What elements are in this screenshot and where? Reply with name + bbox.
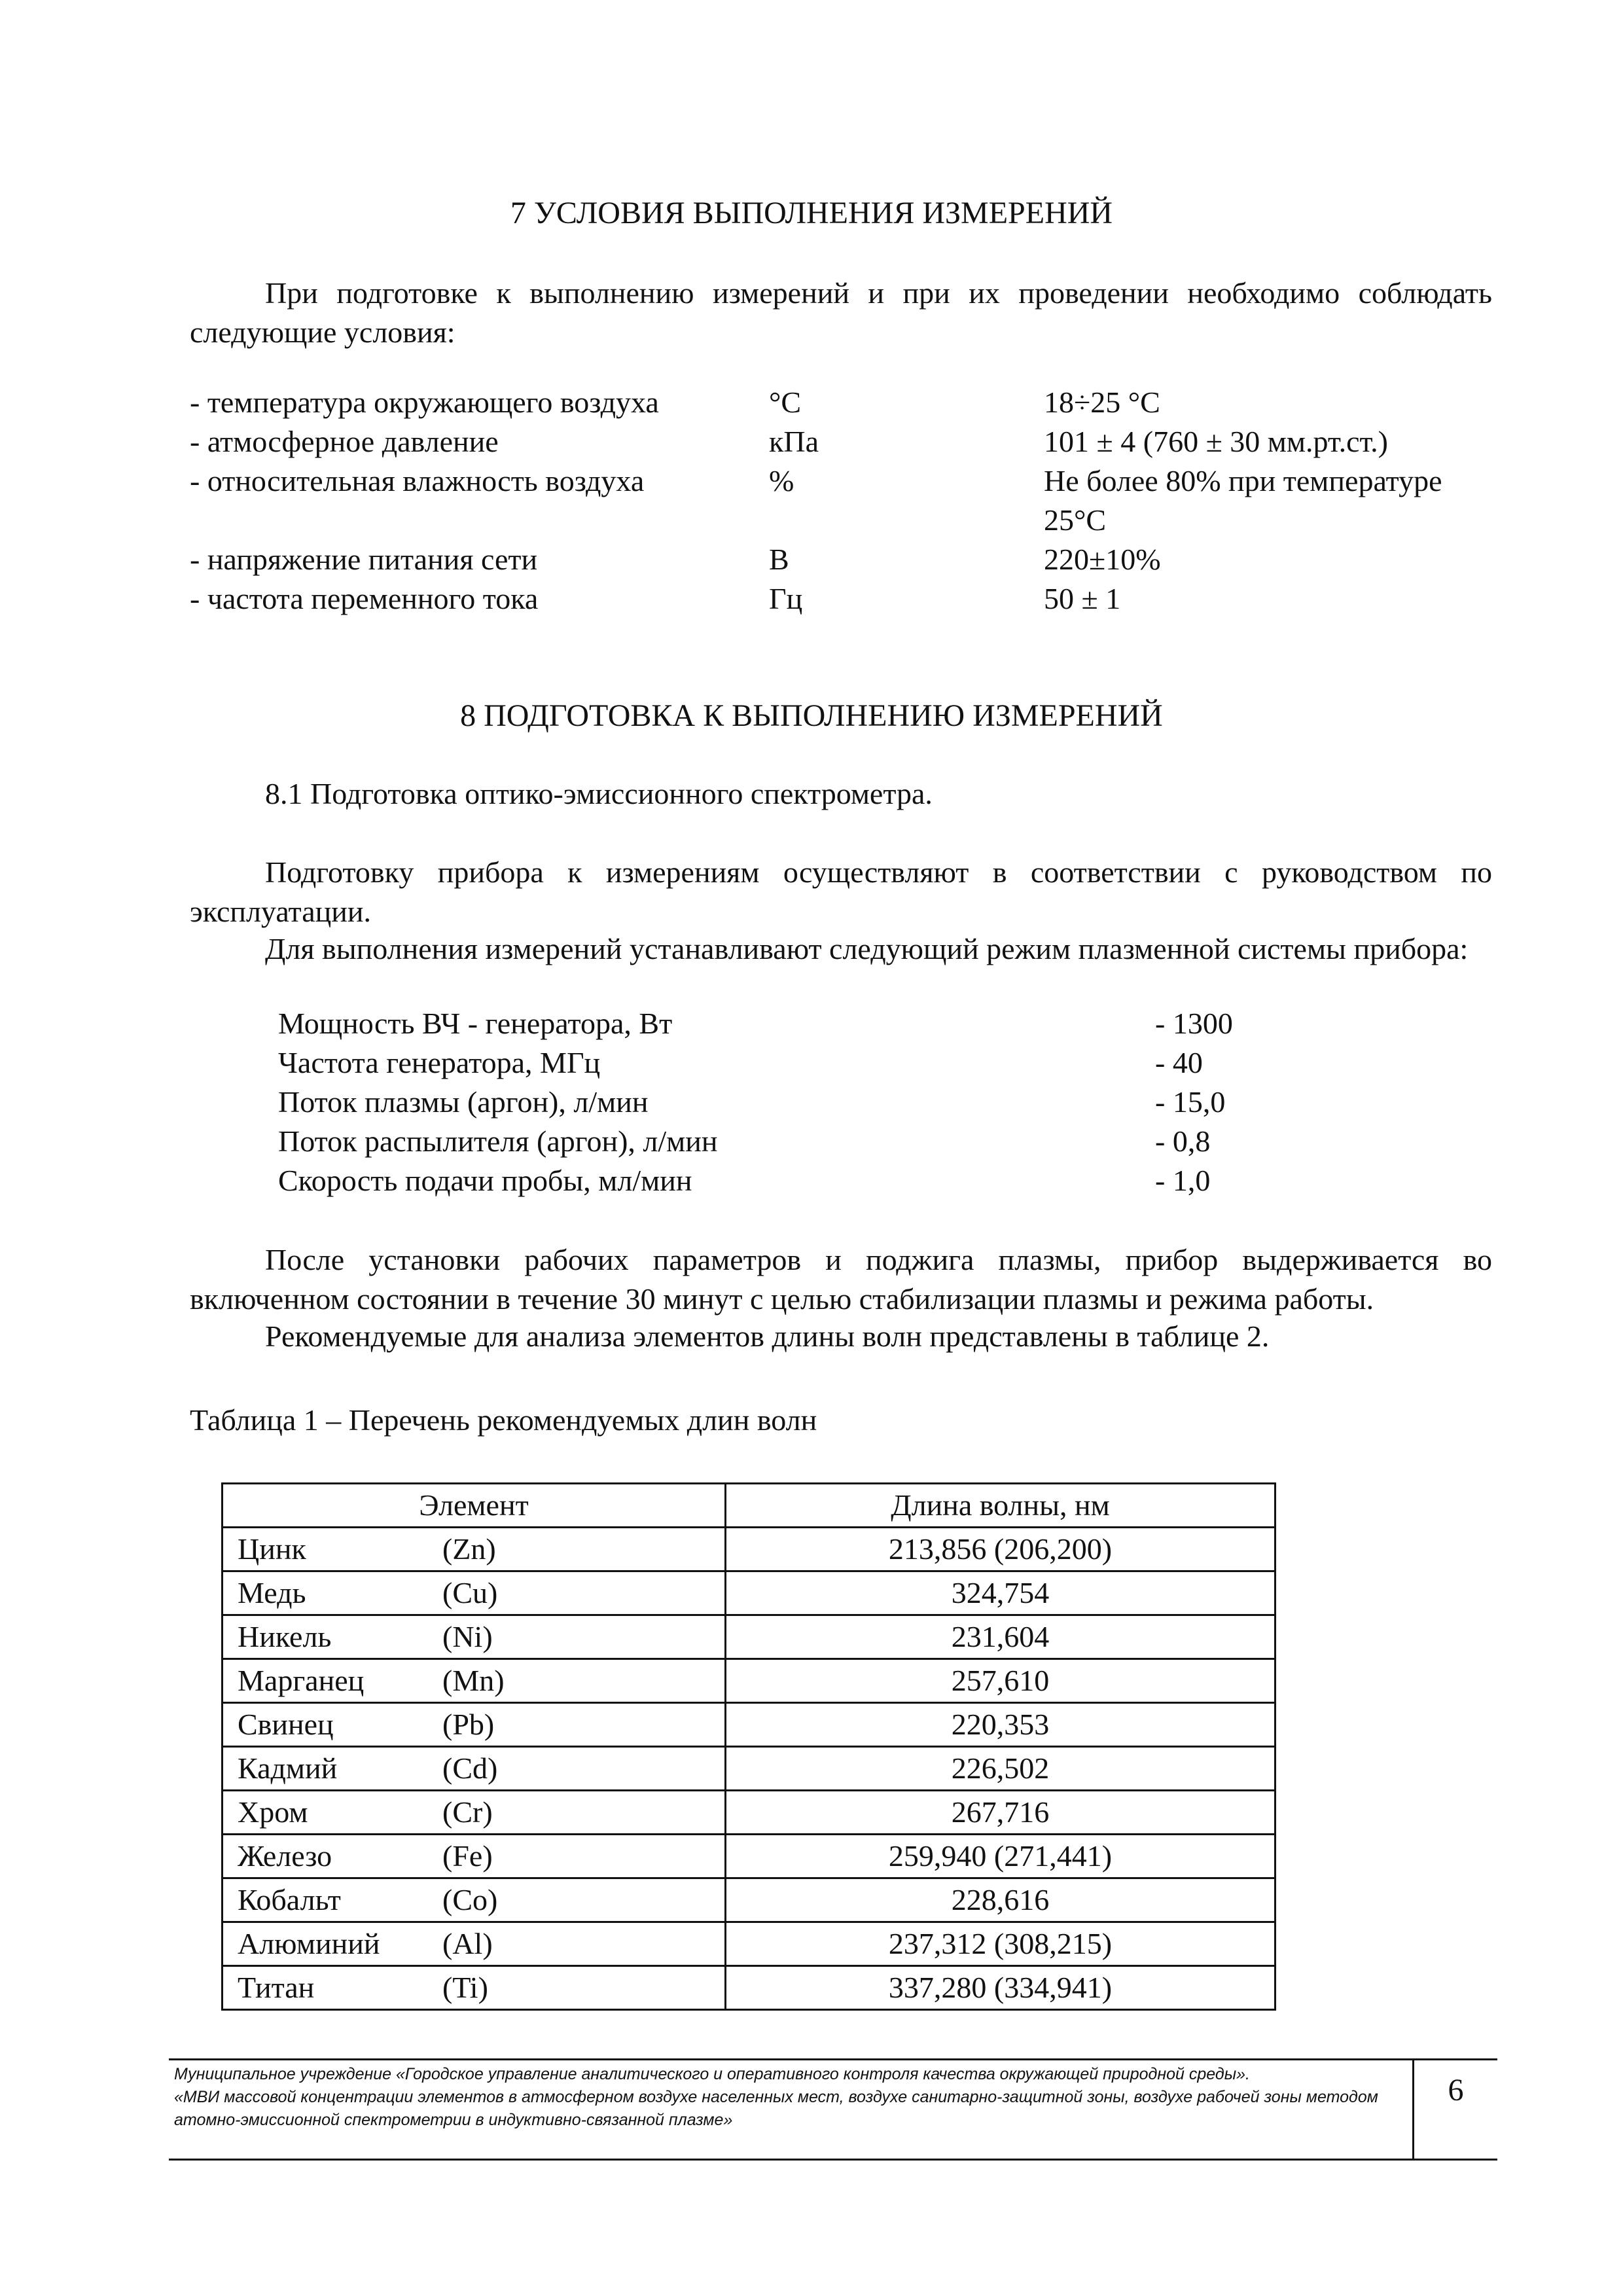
subsection-title: 8.1 Подготовка оптико-эмиссионного спектрометра.: [265, 777, 933, 810]
footer-organization: Муниципальное учреждение «Городское управление аналитического и оперативного контроля качества окружающей природной среды».: [174, 2065, 1250, 2083]
page-number: 6: [1448, 2073, 1464, 2108]
table-row: [223, 1966, 1275, 2010]
element-cell: [223, 1878, 726, 1922]
condition-value-continued: 25°С: [1044, 503, 1107, 537]
condition-value: 101 ± 4 (760 ± 30 мм.рт.ст.): [1044, 425, 1388, 458]
element-cell: [223, 1615, 726, 1659]
element-cell: [223, 1571, 726, 1615]
section-7-title: 7 УСЛОВИЯ ВЫПОЛНЕНИЯ ИЗМЕРЕНИЙ: [510, 196, 1113, 230]
element-cell: [223, 1966, 726, 2010]
paragraph-4: Рекомендуемые для анализа элементов длины волн представлены в таблице 2.: [265, 1319, 1270, 1353]
section-7-intro: При подготовке к выполнению измерений и при их проведении необходимо соблюдать следующие условия:: [190, 276, 1492, 349]
condition-row-continuation: [190, 503, 1492, 542]
element-name: Кобальт: [238, 1883, 341, 1916]
wavelength-cell: 231,604: [726, 1615, 1275, 1659]
wavelength-cell: 213,856 (206,200): [726, 1528, 1275, 1571]
element-name: Титан: [238, 1971, 315, 2004]
condition-row: [190, 542, 1492, 581]
wavelength-cell: 337,280 (334,941): [726, 1966, 1275, 2010]
element-symbol: (Ni): [442, 1620, 493, 1653]
condition-name: - относительная влажность воздуха: [190, 464, 645, 497]
setting-value: - 1300: [1155, 1007, 1233, 1040]
header-element: Элемент: [223, 1484, 726, 1528]
element-cell: [223, 1528, 726, 1571]
table-row: [223, 1703, 1275, 1747]
element-symbol: (Co): [442, 1883, 498, 1916]
element-cell: [223, 1703, 726, 1747]
condition-unit: кПа: [769, 425, 819, 458]
setting-name: Мощность ВЧ - генератора, Вт: [278, 1007, 673, 1040]
wavelength-cell: 267,716: [726, 1791, 1275, 1835]
setting-row: [278, 1006, 1325, 1045]
condition-unit: %: [769, 464, 794, 497]
element-name: Медь: [238, 1576, 306, 1609]
table-row: [223, 1922, 1275, 1966]
wavelength-cell: 257,610: [726, 1659, 1275, 1703]
condition-name: - температура окружающего воздуха: [190, 386, 659, 419]
element-name: Марганец: [238, 1664, 365, 1697]
wavelength-cell: 259,940 (271,441): [726, 1835, 1275, 1878]
setting-value: - 15,0: [1155, 1085, 1226, 1119]
header-wavelength: Длина волны, нм: [726, 1484, 1275, 1528]
table-row: [223, 1615, 1275, 1659]
element-name: Хром: [238, 1795, 308, 1829]
footer-text: [174, 2063, 1398, 2132]
condition-unit: °С: [769, 386, 802, 419]
condition-value: 50 ± 1: [1044, 582, 1121, 615]
element-cell: [223, 1791, 726, 1835]
element-symbol: (Cu): [442, 1576, 498, 1609]
condition-value: Не более 80% при температуре: [1044, 464, 1442, 497]
condition-row: [190, 463, 1492, 503]
wavelength-cell: 237,312 (308,215): [726, 1922, 1275, 1966]
wavelength-cell: 324,754: [726, 1571, 1275, 1615]
condition-row: [190, 581, 1492, 620]
setting-name: Поток распылителя (аргон), л/мин: [278, 1124, 718, 1158]
element-name: Цинк: [238, 1532, 306, 1566]
wavelength-table: [221, 1482, 1276, 2011]
table-row: [223, 1528, 1275, 1571]
element-symbol: (Al): [442, 1927, 493, 1960]
element-name: Свинец: [238, 1708, 334, 1741]
condition-name: - напряжение питания сети: [190, 543, 538, 576]
element-symbol: (Ti): [442, 1971, 488, 2004]
table-header-row: [223, 1484, 1275, 1528]
table-caption: Таблица 1 – Перечень рекомендуемых длин волн: [190, 1403, 817, 1437]
condition-name: - частота переменного тока: [190, 582, 539, 615]
paragraph-3: После установки рабочих параметров и поджига плазмы, прибор выдерживается во включенном состоянии в течение 30 минут с целью стабилизации плазмы и режима работы.: [190, 1243, 1492, 1316]
wavelength-cell: 220,353: [726, 1703, 1275, 1747]
element-name: Алюминий: [238, 1927, 380, 1960]
table-row: [223, 1571, 1275, 1615]
setting-name: Поток плазмы (аргон), л/мин: [278, 1085, 649, 1119]
setting-row: [278, 1085, 1325, 1124]
condition-row: [190, 424, 1492, 463]
paragraph-1: Подготовку прибора к измерениям осуществляют в соответствии с руководством по эксплуатации.: [190, 855, 1492, 928]
element-cell: [223, 1659, 726, 1703]
table-row: [223, 1659, 1275, 1703]
condition-value: 220±10%: [1044, 543, 1161, 576]
section-8-title: 8 ПОДГОТОВКА К ВЫПОЛНЕНИЮ ИЗМЕРЕНИЙ: [460, 698, 1163, 733]
condition-row: [190, 385, 1492, 424]
element-symbol: (Pb): [442, 1708, 495, 1741]
setting-name: Скорость подачи пробы, мл/мин: [278, 1164, 692, 1197]
element-name: Железо: [238, 1839, 332, 1873]
setting-value: - 40: [1155, 1046, 1203, 1079]
table-row: [223, 1747, 1275, 1791]
setting-row: [278, 1163, 1325, 1202]
setting-row: [278, 1124, 1325, 1163]
element-cell: [223, 1747, 726, 1791]
footer-method-title: «МВИ массовой концентрации элементов в атмосферном воздухе населенных мест, воздухе санитарно-защитной зоны, воздухе рабочей зоны методом атомно-эмиссионной спектрометрии в индуктивно-связанной плазме»: [174, 2088, 1378, 2129]
setting-row: [278, 1045, 1325, 1085]
element-name: Никель: [238, 1620, 332, 1653]
paragraph-2: Для выполнения измерений устанавливают следующий режим плазменной системы прибора:: [265, 932, 1469, 965]
element-cell: [223, 1835, 726, 1878]
element-symbol: (Zn): [442, 1532, 496, 1566]
condition-unit: Гц: [769, 582, 803, 615]
element-symbol: (Mn): [442, 1664, 505, 1697]
element-name: Кадмий: [238, 1751, 338, 1785]
setting-value: - 1,0: [1155, 1164, 1211, 1197]
setting-name: Частота генератора, МГц: [278, 1046, 601, 1079]
table-row: [223, 1835, 1275, 1878]
page-footer: [169, 2058, 1497, 2161]
condition-unit: В: [769, 543, 789, 576]
setting-value: - 0,8: [1155, 1124, 1211, 1158]
table-row: [223, 1791, 1275, 1835]
element-cell: [223, 1922, 726, 1966]
wavelength-cell: 228,616: [726, 1878, 1275, 1922]
element-symbol: (Cr): [442, 1795, 493, 1829]
wavelength-cell: 226,502: [726, 1747, 1275, 1791]
element-symbol: (Fe): [442, 1839, 493, 1873]
condition-value: 18÷25 °С: [1044, 386, 1160, 419]
element-symbol: (Cd): [442, 1751, 498, 1785]
condition-name: - атмосферное давление: [190, 425, 499, 458]
table-row: [223, 1878, 1275, 1922]
